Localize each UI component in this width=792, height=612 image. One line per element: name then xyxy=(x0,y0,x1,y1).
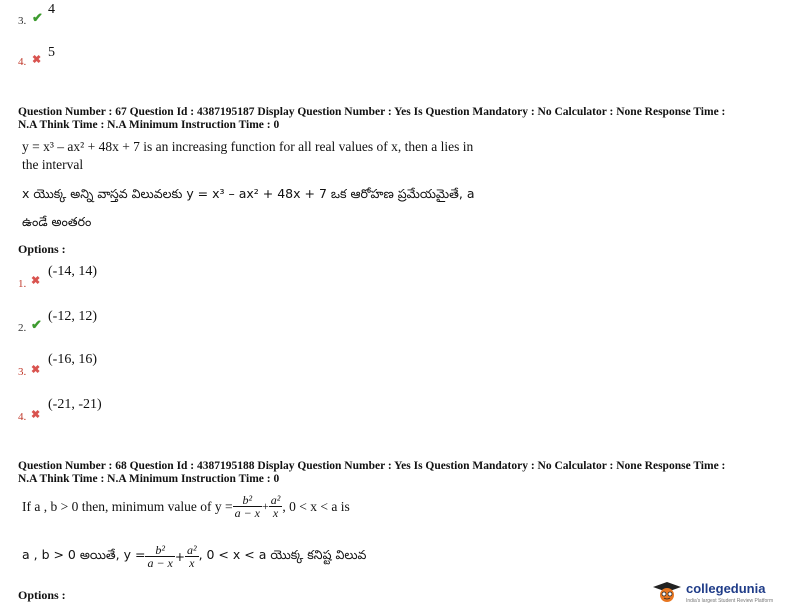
option-number: 3. xyxy=(18,15,27,27)
plus-sign: + xyxy=(262,499,269,513)
check-icon: ✔ xyxy=(31,317,42,332)
q67-stem-line2: the interval xyxy=(22,157,84,172)
cross-icon: ✖ xyxy=(31,409,41,421)
fraction-b2-over-a-minus-x xyxy=(145,544,174,569)
q67-meta-line1: Question Number : 67 Question Id : 4387195187 Display Question Number : Yes Is Question Mandatory : No Calculator : None Response Time : xyxy=(18,106,726,118)
fraction-denominator: x xyxy=(189,556,195,570)
fraction-a2-over-x xyxy=(269,494,283,519)
q67-option-2 xyxy=(18,307,138,335)
option-number: 1. xyxy=(18,278,27,290)
check-icon: ✔ xyxy=(32,10,43,25)
fraction-denominator: x xyxy=(272,506,279,520)
q68-meta-line1: Question Number : 68 Question Id : 4387195188 Display Question Number : Yes Is Question Mandatory : No Calculator : None Response Time : xyxy=(18,460,726,472)
fraction-numerator: b² xyxy=(233,494,262,507)
fraction-numerator: a² xyxy=(270,493,281,507)
q68-telugu-suffix: , 0 < x < a యొక్క కనిష్ట విలువ xyxy=(198,547,367,562)
option-value: (-14, 14) xyxy=(48,264,97,279)
q67-option-3 xyxy=(18,352,138,380)
logo-wordmark: collegedunia xyxy=(686,581,766,596)
q68-meta-line2: N.A Think Time : N.A Minimum Instruction Time : 0 xyxy=(18,473,280,485)
q68-options-label: Options : xyxy=(18,588,66,602)
option-number: 4. xyxy=(18,56,27,68)
q68-stem xyxy=(22,494,350,519)
option-number: 2. xyxy=(18,322,27,334)
q67-option-4 xyxy=(18,397,138,425)
logo-tagline: India's largest Student Review Platform xyxy=(686,598,774,604)
q67-option-1 xyxy=(18,262,138,290)
cross-icon: ✖ xyxy=(32,54,42,66)
option-value: 4 xyxy=(48,2,55,17)
fraction-a2-over-x xyxy=(185,544,199,569)
q67-telugu-line2: ఉండే అంతరం xyxy=(22,214,92,229)
q67-telugu-line1: x యొక్క అన్ని వాస్తవ విలువలకు y = x³ – ax² + 48x + 7 ఒక ఆరోహణ ప్రమేయమైతే, a xyxy=(22,186,475,201)
q68-telugu-prefix: a , b > 0 అయితే, y = xyxy=(22,547,146,562)
option-value: (-12, 12) xyxy=(48,309,97,324)
fraction-denominator: a − x xyxy=(234,506,260,520)
q68-meta xyxy=(18,460,778,486)
option-value: 5 xyxy=(48,45,55,60)
option-number: 4. xyxy=(18,411,27,423)
q67-options-label: Options : xyxy=(18,242,66,256)
collegedunia-logo xyxy=(652,580,773,604)
q67-meta xyxy=(18,106,778,132)
fraction-numerator: a² xyxy=(186,543,197,557)
q68-telugu xyxy=(22,544,366,569)
q68-stem-prefix: If a , b > 0 then, minimum value of y = xyxy=(22,498,233,514)
fraction-numerator: b² xyxy=(145,544,174,557)
fraction-b2-over-a-minus-x xyxy=(233,494,262,519)
plus-sign: + xyxy=(174,549,185,564)
cross-icon: ✖ xyxy=(31,275,41,287)
option-number: 3. xyxy=(18,366,27,378)
cross-icon: ✖ xyxy=(31,364,41,376)
logo-text-block xyxy=(686,580,773,604)
graduate-mascot-icon xyxy=(652,581,682,603)
q67-stem-line1: y = x³ – ax² + 48x + 7 is an increasing function for all real values of x, then a lies in xyxy=(22,139,474,154)
option-value: (-16, 16) xyxy=(48,352,97,367)
fraction-denominator: a − x xyxy=(147,556,173,570)
q67-meta-line2: N.A Think Time : N.A Minimum Instruction Time : 0 xyxy=(18,119,280,131)
q68-stem-suffix: , 0 < x < a is xyxy=(282,498,350,514)
option-value: (-21, -21) xyxy=(48,397,102,412)
